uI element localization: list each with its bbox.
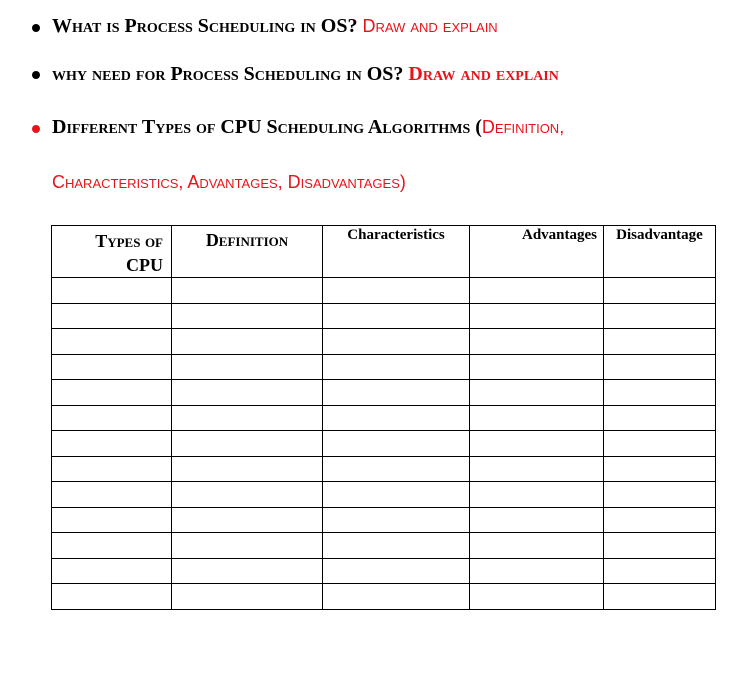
- table-cell: [172, 329, 323, 355]
- table-row: [52, 507, 716, 533]
- table-cell: [604, 278, 716, 304]
- table-cell: [52, 456, 172, 482]
- table-cell: [52, 507, 172, 533]
- header-definition: Definition: [172, 226, 323, 278]
- table-cell: [323, 380, 470, 406]
- bullet-1: [32, 24, 40, 32]
- question-3-highlight-b: Characteristics, Advantages, Disadvantages): [52, 172, 406, 192]
- header-types-line1: Types of: [95, 231, 163, 251]
- table-cell: [323, 584, 470, 610]
- table-row: [52, 329, 716, 355]
- table-cell: [604, 329, 716, 355]
- table-cell: [470, 380, 604, 406]
- question-2-highlight: Draw and explain: [408, 63, 559, 85]
- table-cell: [172, 584, 323, 610]
- table-cell: [323, 278, 470, 304]
- bullet-2: [32, 71, 40, 79]
- table-cell: [52, 584, 172, 610]
- table-cell: [604, 380, 716, 406]
- table-cell: [52, 558, 172, 584]
- table-cell: [52, 431, 172, 457]
- header-disadvantage: Disadvantage: [604, 226, 716, 278]
- table-cell: [604, 533, 716, 559]
- table-row: [52, 482, 716, 508]
- table-body: [52, 278, 716, 610]
- table-cell: [323, 456, 470, 482]
- table-cell: [323, 329, 470, 355]
- question-1-highlight: Draw and explain: [362, 16, 498, 36]
- table-cell: [52, 354, 172, 380]
- table-cell: [323, 431, 470, 457]
- table-cell: [52, 278, 172, 304]
- table-row: [52, 584, 716, 610]
- table-cell: [604, 354, 716, 380]
- question-2-text: why need for Process Scheduling in OS?: [52, 63, 404, 85]
- table-header-row: [52, 226, 716, 278]
- table-cell: [172, 456, 323, 482]
- table-cell: [172, 431, 323, 457]
- table-cell: [470, 507, 604, 533]
- table-row: [52, 405, 716, 431]
- table-cell: [172, 558, 323, 584]
- table-cell: [604, 558, 716, 584]
- question-1-text: What is Process Scheduling in OS?: [52, 15, 358, 37]
- table-cell: [172, 507, 323, 533]
- table-cell: [604, 431, 716, 457]
- table-cell: [470, 482, 604, 508]
- question-1: [52, 15, 498, 38]
- table-cell: [52, 329, 172, 355]
- table-cell: [470, 584, 604, 610]
- table-cell: [172, 354, 323, 380]
- table-cell: [172, 405, 323, 431]
- table-cell: [470, 303, 604, 329]
- table-row: [52, 558, 716, 584]
- table-cell: [323, 507, 470, 533]
- table-cell: [52, 533, 172, 559]
- table-cell: [323, 405, 470, 431]
- table-cell: [604, 507, 716, 533]
- table-cell: [604, 405, 716, 431]
- table-cell: [172, 482, 323, 508]
- question-3-continuation: [52, 171, 406, 194]
- table-row: [52, 456, 716, 482]
- table-cell: [470, 354, 604, 380]
- table-cell: [470, 278, 604, 304]
- table-cell: [323, 533, 470, 559]
- table-row: [52, 354, 716, 380]
- header-characteristics: Characteristics: [323, 226, 470, 278]
- table-cell: [323, 303, 470, 329]
- table-cell: [470, 456, 604, 482]
- bullet-3: [32, 125, 40, 133]
- table-cell: [323, 354, 470, 380]
- question-2: [52, 63, 559, 86]
- table-cell: [604, 584, 716, 610]
- table-row: [52, 533, 716, 559]
- scheduling-table: [51, 225, 716, 610]
- header-types-of-cpu: [52, 226, 172, 278]
- table-cell: [172, 380, 323, 406]
- table-cell: [172, 278, 323, 304]
- table-cell: [470, 533, 604, 559]
- question-3-text: Different Types of CPU Scheduling Algorithms (: [52, 116, 482, 138]
- table-row: [52, 278, 716, 304]
- table-cell: [52, 303, 172, 329]
- table-row: [52, 431, 716, 457]
- table-cell: [52, 405, 172, 431]
- table-cell: [323, 482, 470, 508]
- table-cell: [323, 558, 470, 584]
- table-row: [52, 303, 716, 329]
- table-cell: [470, 558, 604, 584]
- table-cell: [470, 405, 604, 431]
- table-cell: [172, 533, 323, 559]
- table-cell: [52, 380, 172, 406]
- table-cell: [172, 303, 323, 329]
- table-cell: [52, 482, 172, 508]
- table-cell: [604, 482, 716, 508]
- header-advantages: Advantages: [470, 226, 604, 278]
- table-cell: [604, 303, 716, 329]
- table-cell: [604, 456, 716, 482]
- header-types-line2: CPU: [126, 255, 163, 275]
- table-row: [52, 380, 716, 406]
- table-cell: [470, 329, 604, 355]
- question-3: [52, 116, 564, 139]
- table-cell: [470, 431, 604, 457]
- question-3-highlight-a: Definition,: [481, 117, 565, 137]
